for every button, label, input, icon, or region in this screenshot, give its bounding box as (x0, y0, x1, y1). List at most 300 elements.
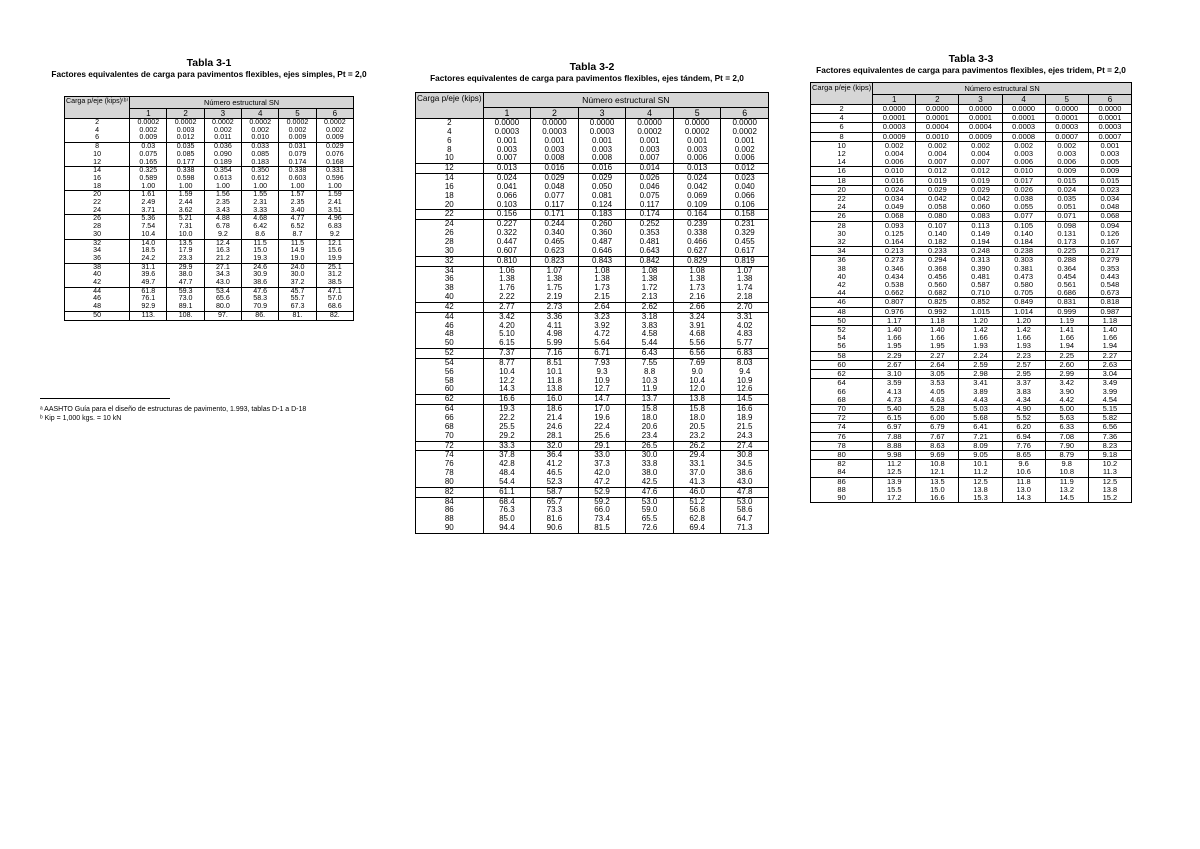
load-cell: 62 (811, 370, 873, 379)
sn-column-header: 6 (316, 109, 353, 119)
factor-cell: 0.0004 (916, 123, 959, 132)
factor-cell: 56.8 (673, 506, 721, 515)
factor-cell: 3.91 (673, 322, 721, 331)
load-cell: 28 (416, 238, 484, 247)
load-cell: 36 (416, 275, 484, 284)
factor-cell: 0.055 (1002, 203, 1045, 212)
factor-cell: 1.38 (531, 275, 579, 284)
factor-cell: 81. (279, 311, 316, 320)
factor-cell: 0.0000 (916, 105, 959, 114)
factor-cell: 1.94 (1045, 342, 1088, 351)
factor-cell: 37.2 (279, 279, 316, 287)
load-cell: 54 (416, 358, 484, 367)
factor-cell: 30.8 (721, 451, 769, 460)
factor-cell: 3.92 (578, 322, 626, 331)
table-row (65, 271, 354, 279)
factor-cell: 16.0 (531, 395, 579, 405)
factor-cell: 0.710 (959, 289, 1002, 298)
factor-cell: 3.53 (916, 379, 959, 388)
factor-cell: 29.4 (673, 451, 721, 460)
factor-cell: 0.015 (1088, 176, 1131, 185)
factor-cell: 47.7 (167, 279, 204, 287)
factor-cell: 11.5 (279, 239, 316, 247)
table-row (416, 515, 769, 524)
load-cell: 66 (416, 414, 484, 423)
factor-cell: 2.49 (130, 199, 167, 207)
factor-cell: 1.18 (1088, 316, 1131, 325)
factor-cell: 1.08 (673, 266, 721, 275)
factor-cell: 0.034 (1088, 195, 1131, 204)
table-row (416, 358, 769, 367)
factor-cell: 0.987 (1088, 307, 1131, 316)
factor-cell: 17.9 (167, 247, 204, 255)
factor-cell: 0.090 (204, 151, 241, 159)
factor-cell: 0.069 (673, 192, 721, 201)
factor-cell: 0.167 (1088, 238, 1131, 247)
factor-cell: 0.174 (279, 159, 316, 167)
factor-cell: 5.63 (1045, 414, 1088, 423)
factor-cell: 23.2 (673, 432, 721, 441)
factor-cell: 0.623 (531, 247, 579, 256)
load-cell: 38 (65, 263, 130, 271)
factor-cell: 10.1 (959, 460, 1002, 469)
factor-cell: 0.049 (873, 203, 916, 212)
factor-cell: 10.4 (483, 368, 531, 377)
factor-cell: 59.0 (626, 506, 674, 515)
factor-cell: 4.96 (316, 215, 353, 223)
factor-cell: 1.66 (959, 334, 1002, 342)
factor-cell: 0.0003 (1045, 123, 1088, 132)
factor-cell: 9.4 (721, 368, 769, 377)
factor-cell: 0.829 (673, 256, 721, 266)
factor-cell: 0.002 (242, 127, 279, 135)
factor-cell: 0.0003 (578, 128, 626, 137)
load-cell: 80 (811, 450, 873, 459)
factor-cell: 6.52 (279, 223, 316, 231)
factor-cell: 3.51 (316, 207, 353, 215)
load-cell: 38 (416, 284, 484, 293)
load-cell: 40 (416, 293, 484, 302)
factor-cell: 3.23 (578, 312, 626, 321)
sn-column-header: 2 (916, 95, 959, 105)
factor-cell: 0.083 (959, 212, 1002, 221)
load-cell: 10 (811, 141, 873, 150)
group-header: Número estructural SN (873, 83, 1132, 95)
factor-cell: 4.77 (279, 215, 316, 223)
table-row (65, 143, 354, 151)
factor-cell: 6.43 (626, 349, 674, 359)
sn-column-header: 1 (483, 108, 531, 119)
factor-cell: 0.0009 (959, 132, 1002, 141)
factor-cell: 10.1 (531, 368, 579, 377)
factor-cell: 8.7 (279, 231, 316, 239)
factor-cell: 8.8 (626, 368, 674, 377)
table-subtitle: Factores equivalentes de carga para pavimentos flexibles, ejes tándem, Pt = 2,0 (430, 73, 744, 83)
load-cell: 66 (811, 388, 873, 396)
factor-cell: 0.026 (626, 174, 674, 183)
factor-cell: 0.002 (916, 141, 959, 150)
load-cell: 6 (416, 137, 484, 146)
table-row (65, 303, 354, 311)
factor-cell: 7.37 (483, 349, 531, 359)
factor-cell: 33.3 (483, 441, 531, 451)
factor-cell: 8.79 (1045, 450, 1088, 459)
table-row (416, 395, 769, 405)
factor-cell: 0.003 (1045, 150, 1088, 158)
footnote: ᵇ Kip = 1,000 kgs. = 10 kN (40, 415, 122, 422)
factor-cell: 62.8 (673, 515, 721, 524)
label-header: Carga p/eje (kips) (811, 83, 873, 105)
factor-cell: 68.4 (483, 497, 531, 506)
factor-cell: 6.15 (873, 414, 916, 423)
factor-cell: 28.1 (531, 432, 579, 441)
factor-cell: 15.3 (959, 494, 1002, 503)
factor-cell: 0.294 (916, 256, 959, 265)
factor-cell: 3.41 (959, 379, 1002, 388)
factor-cell: 38.0 (626, 469, 674, 478)
factor-cell: 0.006 (1002, 158, 1045, 167)
factor-cell: 3.40 (279, 207, 316, 215)
factor-cell: 1.17 (873, 316, 916, 325)
factor-cell: 0.060 (959, 203, 1002, 212)
factor-cell: 5.99 (531, 339, 579, 348)
factor-cell: 1.59 (316, 191, 353, 199)
factor-cell: 38.6 (242, 279, 279, 287)
load-cell: 72 (416, 441, 484, 451)
factor-cell: 42.8 (483, 460, 531, 469)
factor-cell: 0.124 (578, 201, 626, 210)
factor-cell: 33.8 (626, 460, 674, 469)
table-row (811, 441, 1132, 450)
table-subtitle: Factores equivalentes de carga para pavimentos flexibles, ejes tridem, Pt = 2,0 (816, 65, 1126, 75)
table-row (416, 460, 769, 469)
factor-cell: 0.455 (721, 238, 769, 247)
factor-cell: 1.00 (316, 183, 353, 191)
factor-cell: 65.6 (204, 295, 241, 303)
load-cell: 44 (65, 287, 130, 295)
factor-cell: 0.042 (673, 183, 721, 192)
factor-cell: 0.033 (242, 143, 279, 151)
table-row (811, 360, 1132, 369)
factor-cell: 2.66 (673, 302, 721, 312)
factor-cell: 0.042 (959, 195, 1002, 204)
factor-cell: 10.4 (673, 377, 721, 386)
factor-cell: 4.54 (1088, 396, 1131, 405)
factor-cell: 65.7 (531, 497, 579, 506)
load-cell: 6 (811, 123, 873, 132)
factor-cell: 8.23 (1088, 441, 1131, 450)
factor-cell: 19.3 (483, 405, 531, 414)
factor-cell: 0.066 (721, 192, 769, 201)
factor-cell: 38.0 (167, 271, 204, 279)
factor-cell: 0.165 (130, 159, 167, 167)
factor-cell: 76.3 (483, 506, 531, 515)
factor-cell: 0.001 (531, 137, 579, 146)
factor-cell: 33.0 (578, 451, 626, 460)
factor-cell: 65.5 (626, 515, 674, 524)
factor-cell: 1.61 (130, 191, 167, 199)
factor-cell: 6.33 (1045, 423, 1088, 432)
load-cell: 16 (811, 167, 873, 176)
load-cell: 4 (65, 127, 130, 135)
factor-cell: 0.248 (959, 247, 1002, 256)
factor-cell: 6.42 (242, 223, 279, 231)
table-body (416, 119, 769, 534)
factor-cell: 1.76 (483, 284, 531, 293)
load-cell: 64 (811, 379, 873, 388)
factor-cell: 0.075 (130, 151, 167, 159)
factor-cell: 0.024 (1045, 185, 1088, 194)
factor-cell: 0.0003 (1002, 123, 1045, 132)
factor-cell: 1.73 (673, 284, 721, 293)
factor-cell: 31.2 (316, 271, 353, 279)
factor-cell: 0.051 (1045, 203, 1088, 212)
sn-column-header: 1 (130, 109, 167, 119)
factor-cell: 13.0 (1002, 486, 1045, 494)
load-cell: 34 (416, 266, 484, 275)
table-row (416, 441, 769, 451)
factor-cell: 73.4 (578, 515, 626, 524)
load-cell: 18 (416, 192, 484, 201)
factor-cell: 0.011 (204, 134, 241, 142)
factor-cell: 14.5 (1045, 494, 1088, 503)
factor-cell: 12.5 (873, 468, 916, 477)
load-cell: 14 (811, 158, 873, 167)
sn-column-header: 2 (531, 108, 579, 119)
load-cell: 76 (811, 432, 873, 441)
load-cell: 90 (811, 494, 873, 503)
load-cell: 82 (811, 460, 873, 469)
factor-cell: 3.42 (483, 312, 531, 321)
factor-cell: 73.0 (167, 295, 204, 303)
table-row (811, 167, 1132, 176)
factor-cell: 4.43 (959, 396, 1002, 405)
load-cell: 30 (65, 231, 130, 239)
factor-cell: 0.0002 (721, 128, 769, 137)
table-row (811, 477, 1132, 486)
factor-cell: 0.029 (531, 174, 579, 183)
factor-cell: 5.52 (1002, 414, 1045, 423)
factor-cell: 0.273 (873, 256, 916, 265)
factor-cell: 1.38 (721, 275, 769, 284)
table-row (65, 134, 354, 142)
factor-cell: 0.001 (578, 137, 626, 146)
load-cell: 82 (416, 487, 484, 497)
table-row (65, 287, 354, 295)
factor-cell: 0.466 (673, 238, 721, 247)
factor-cell: 0.682 (916, 289, 959, 298)
factor-cell: 0.002 (1045, 141, 1088, 150)
factor-cell: 0.029 (316, 143, 353, 151)
factor-cell: 4.83 (721, 330, 769, 339)
factor-cell: 14.9 (279, 247, 316, 255)
factor-cell: 17.0 (578, 405, 626, 414)
factor-cell: 4.02 (721, 322, 769, 331)
factor-cell: 0.003 (167, 127, 204, 135)
factor-cell: 0.001 (673, 137, 721, 146)
load-cell: 72 (811, 414, 873, 423)
factor-cell: 0.560 (916, 281, 959, 289)
factor-cell: 43.0 (721, 478, 769, 487)
factor-cell: 0.346 (873, 265, 916, 273)
factor-cell: 0.0007 (1088, 132, 1131, 141)
table-row (811, 334, 1132, 342)
load-cell: 74 (811, 423, 873, 432)
factor-cell: 21.4 (531, 414, 579, 423)
factor-cell: 0.239 (673, 220, 721, 229)
factor-cell: 20.6 (626, 423, 674, 432)
factor-cell: 1.00 (167, 183, 204, 191)
factor-cell: 4.68 (673, 330, 721, 339)
factor-cell: 15.8 (673, 405, 721, 414)
factor-cell: 0.140 (916, 230, 959, 238)
factor-cell: 0.0000 (1088, 105, 1131, 114)
factor-cell: 0.103 (483, 201, 531, 210)
load-cell: 36 (65, 255, 130, 263)
factor-cell: 2.70 (721, 302, 769, 312)
factor-cell: 4.73 (873, 396, 916, 405)
factor-cell: 0.036 (204, 143, 241, 151)
factor-cell: 8.51 (531, 358, 579, 367)
load-cell: 88 (811, 486, 873, 494)
table-row (811, 316, 1132, 325)
factor-cell: 9.8 (1045, 460, 1088, 469)
factor-cell: 0.035 (167, 143, 204, 151)
factor-cell: 0.0002 (316, 119, 353, 127)
factor-cell: 0.596 (316, 175, 353, 183)
factor-cell: 15.0 (242, 247, 279, 255)
factor-cell: 3.89 (959, 388, 1002, 396)
factor-cell: 3.36 (531, 312, 579, 321)
factor-cell: 1.56 (204, 191, 241, 199)
factor-cell: 0.233 (916, 247, 959, 256)
factor-cell: 2.63 (1088, 360, 1131, 369)
factor-cell: 12.1 (316, 239, 353, 247)
factor-cell: 0.029 (578, 174, 626, 183)
factor-cell: 0.0008 (1002, 132, 1045, 141)
factor-cell: 7.55 (626, 358, 674, 367)
factor-cell: 1.66 (873, 334, 916, 342)
factor-cell: 6.71 (578, 349, 626, 359)
factor-cell: 2.77 (483, 302, 531, 312)
factor-cell: 0.0003 (531, 128, 579, 137)
sn-column-header: 6 (721, 108, 769, 119)
table-row (811, 486, 1132, 494)
factor-cell: 0.184 (1002, 238, 1045, 247)
factor-cell: 0.001 (721, 137, 769, 146)
factor-cell: 5.77 (721, 339, 769, 348)
factor-cell: 0.012 (721, 164, 769, 174)
factor-cell: 6.94 (1002, 432, 1045, 441)
factor-cell: 0.004 (873, 150, 916, 158)
factor-cell: 0.002 (1002, 141, 1045, 150)
factor-cell: 0.113 (959, 221, 1002, 230)
factor-cell: 0.019 (959, 176, 1002, 185)
factor-cell: 0.0000 (873, 105, 916, 114)
factor-cell: 6.83 (316, 223, 353, 231)
factor-cell: 5.44 (626, 339, 674, 348)
load-cell: 18 (811, 176, 873, 185)
factor-cell: 0.580 (1002, 281, 1045, 289)
factor-cell: 0.050 (578, 183, 626, 192)
table-row (416, 349, 769, 359)
factor-cell: 7.93 (578, 358, 626, 367)
factor-cell: 1.42 (959, 326, 1002, 335)
factor-cell: 26.5 (626, 441, 674, 451)
load-cell: 44 (811, 289, 873, 298)
load-cell: 26 (416, 229, 484, 238)
table-row (811, 176, 1132, 185)
factor-cell: 0.048 (531, 183, 579, 192)
factor-cell: 0.279 (1088, 256, 1131, 265)
factor-cell: 0.105 (1002, 221, 1045, 230)
factor-cell: 24.6 (242, 263, 279, 271)
factor-cell: 5.15 (1088, 404, 1131, 413)
factor-cell: 85.0 (483, 515, 531, 524)
factor-cell: 0.008 (531, 154, 579, 163)
factor-cell: 37.0 (673, 469, 721, 478)
factor-cell: 59.3 (167, 287, 204, 295)
factor-cell: 0.831 (1045, 298, 1088, 307)
factor-cell: 0.093 (873, 221, 916, 230)
table-title: Tabla 3-3 (948, 53, 994, 65)
factor-cell: 0.03 (130, 143, 167, 151)
factor-cell: 11.3 (1088, 468, 1131, 477)
factor-cell: 0.158 (721, 210, 769, 220)
load-cell: 32 (65, 239, 130, 247)
factor-cell: 10.6 (1002, 468, 1045, 477)
factor-cell: 24.6 (531, 423, 579, 432)
factor-cell: 8.09 (959, 441, 1002, 450)
factor-cell: 13.8 (1088, 486, 1131, 494)
factor-cell: 6.79 (916, 423, 959, 432)
factor-cell: 0.002 (279, 127, 316, 135)
factor-cell: 0.673 (1088, 289, 1131, 298)
factor-cell: 0.007 (959, 158, 1002, 167)
factor-cell: 0.613 (204, 175, 241, 183)
load-cell: 28 (65, 223, 130, 231)
factor-cell: 0.0004 (959, 123, 1002, 132)
factor-cell: 2.16 (673, 293, 721, 302)
factor-cell: 0.117 (531, 201, 579, 210)
factor-cell: 34.5 (721, 460, 769, 469)
factor-cell: 46.0 (673, 487, 721, 497)
factor-cell: 21.2 (204, 255, 241, 263)
factor-cell: 89.1 (167, 303, 204, 311)
factor-cell: 13.5 (167, 239, 204, 247)
table-row (65, 311, 354, 320)
factor-cell: 66.0 (578, 506, 626, 515)
factor-cell: 58.7 (531, 487, 579, 497)
factor-cell: 6.78 (204, 223, 241, 231)
factor-cell: 0.322 (483, 229, 531, 238)
factor-cell: 14.0 (130, 239, 167, 247)
factor-cell: 0.548 (1088, 281, 1131, 289)
factor-cell: 0.066 (483, 192, 531, 201)
factor-cell: 13.8 (531, 385, 579, 394)
factor-cell: 14.7 (578, 395, 626, 405)
factor-cell: 13.8 (673, 395, 721, 405)
factor-cell: 0.252 (626, 220, 674, 229)
factor-cell: 0.447 (483, 238, 531, 247)
factor-cell: 73.3 (531, 506, 579, 515)
factor-cell: 4.68 (242, 215, 279, 223)
load-cell: 68 (811, 396, 873, 405)
factor-cell: 1.38 (673, 275, 721, 284)
factor-cell: 0.077 (1002, 212, 1045, 221)
factor-cell: 2.57 (1002, 360, 1045, 369)
factor-cell: 3.49 (1088, 379, 1131, 388)
